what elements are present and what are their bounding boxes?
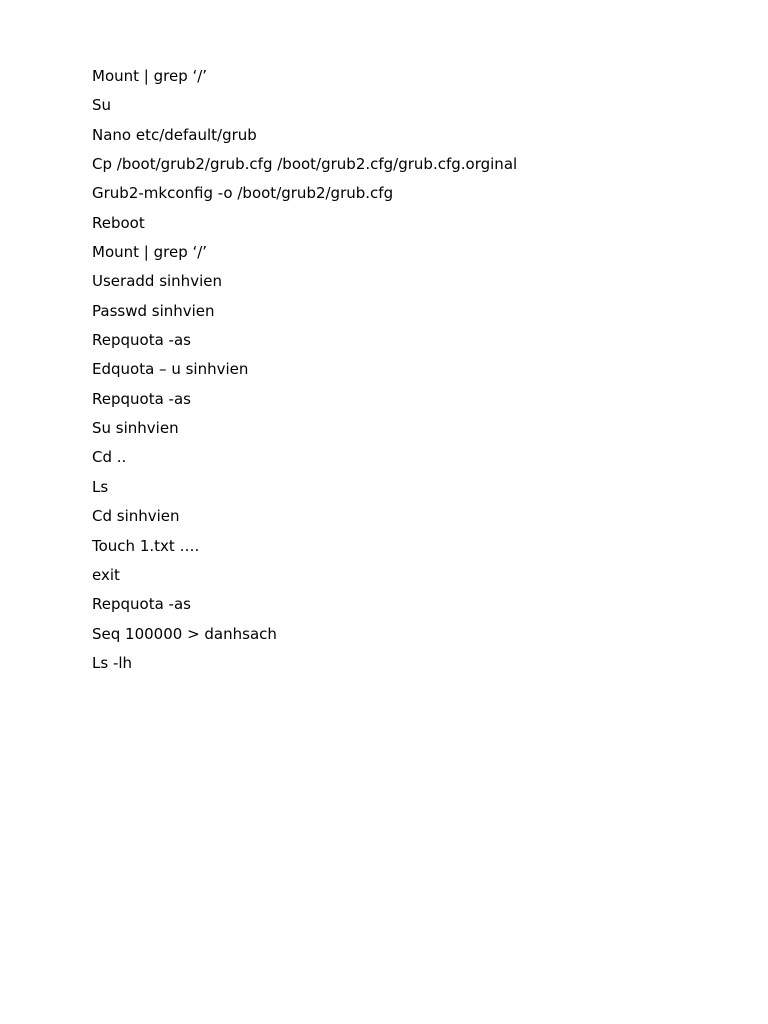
- command-line: Cd ..: [92, 448, 127, 467]
- command-line: Reboot: [92, 213, 145, 232]
- command-line: Su: [92, 96, 112, 115]
- command-line: Repquota -as: [92, 331, 191, 350]
- command-line: Useradd sinhvien: [92, 272, 222, 291]
- command-line: Grub2-mkconfig -o /boot/grub2/grub.cfg: [92, 184, 394, 203]
- command-line: Repquota -as: [92, 595, 191, 614]
- command-line: Ls -lh: [92, 653, 133, 672]
- command-line: Passwd sinhvien: [92, 301, 215, 320]
- command-list: [92, 66, 517, 682]
- command-line: Su sinhvien: [92, 419, 179, 438]
- command-line: exit: [92, 565, 120, 584]
- command-line: Repquota -as: [92, 389, 191, 408]
- command-line: Seq 100000 > danhsach: [92, 624, 277, 643]
- command-line: Nano etc/default/grub: [92, 125, 257, 144]
- command-line: Ls: [92, 477, 109, 496]
- command-line: Mount | grep ‘/’: [92, 243, 208, 262]
- command-line: Edquota – u sinhvien: [92, 360, 249, 379]
- command-line: Cp /boot/grub2/grub.cfg /boot/grub2.cfg/grub.cfg.orginal: [92, 155, 518, 174]
- command-line: Touch 1.txt ….: [92, 536, 200, 555]
- command-line: Cd sinhvien: [92, 507, 180, 526]
- command-line: Mount | grep ‘/’: [92, 67, 208, 85]
